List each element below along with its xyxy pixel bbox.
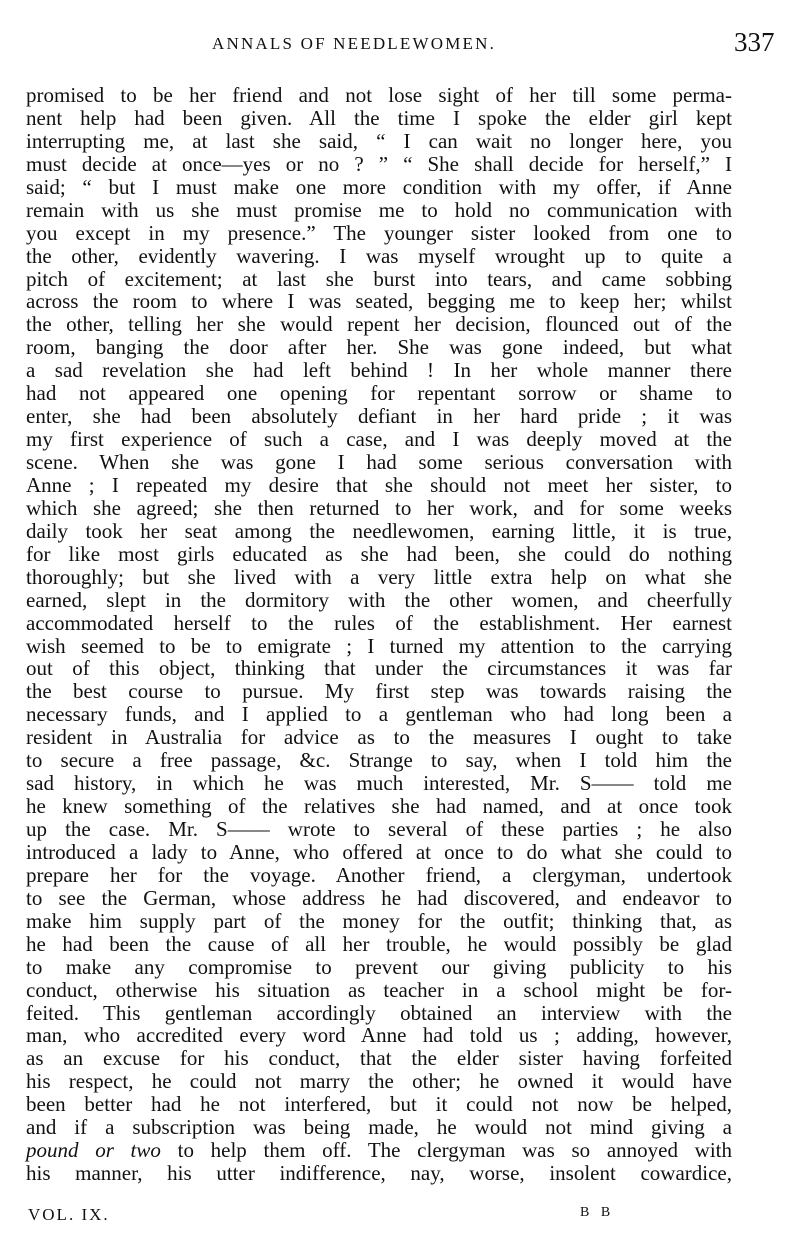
text-line: scene. When she was gone I had some serious conversation with: [26, 450, 732, 474]
text-line: to make any compromise to prevent our giving publicity to his: [26, 954, 732, 979]
text-line: which she agreed; she then returned to her work, and for some weeks: [26, 495, 732, 520]
text-line: pitch of excitement; at last she burst into tears, and came sobbing: [26, 266, 732, 291]
text-line: promised to be her friend and not lose sight of her till some perma-: [26, 83, 732, 107]
text-line: sad history, in which he was much interested, Mr. S—— told me: [26, 771, 732, 796]
text-line: interrupting me, at last she said, “ I can wait no longer here, you: [26, 128, 732, 153]
running-head: [0, 27, 801, 74]
text-line: thoroughly; but she lived with a very little extra help on what she: [26, 564, 732, 589]
text-line: my first experience of such a case, and I was deeply moved at the: [26, 427, 732, 452]
page-number: 337: [734, 27, 775, 57]
text-line: for like most girls educated as she had been, she could do nothing: [26, 541, 732, 566]
text-line: the other, evidently wavering. I was myself wrought up to quite a: [26, 243, 732, 268]
text-line: he knew something of the relatives she had named, and at once took: [26, 794, 732, 819]
text-line: wish seemed to be to emigrate ; I turned my attention to the carrying: [26, 633, 732, 658]
text-line: been better had he not interfered, but it could not now be helped,: [26, 1092, 732, 1117]
text-line: said; “ but I must make one more condition with my offer, if Anne: [26, 174, 732, 199]
text-line: [26, 1139, 732, 1162]
text-line: resident in Australia for advice as to the measures I ought to take: [26, 725, 732, 750]
text-line: nent help had been given. All the time I spoke the elder girl kept: [26, 105, 732, 130]
text-line: feited. This gentleman accordingly obtained an interview with the: [26, 1000, 732, 1025]
text-line: daily took her seat among the needlewomen, earning little, it is true,: [26, 518, 732, 543]
text-line: earned, slept in the dormitory with the other women, and cheerfully: [26, 587, 732, 612]
text-line: as an excuse for his conduct, that the elder sister having forfeited: [26, 1046, 732, 1071]
text-line: the best course to pursue. My first step was towards raising the: [26, 679, 732, 704]
text-line: out of this object, thinking that under the circumstances it was far: [26, 656, 732, 681]
text-line: remain with us she must promise me to hold no communication with: [26, 197, 732, 222]
text-line: necessary funds, and I applied to a gentleman who had long been a: [26, 702, 732, 727]
text-line: had not appeared one opening for repentant sorrow or shame to: [26, 381, 732, 406]
running-title: ANNALS OF NEEDLEWOMEN.: [212, 34, 497, 53]
text-line: his manner, his utter indifference, nay, worse, insolent cowardice,: [26, 1161, 732, 1186]
text-line: accommodated herself to the rules of the establishment. Her earnest: [26, 610, 732, 635]
text-line: to secure a free passage, &c. Strange to say, when I told him the: [26, 748, 732, 773]
text-line: he had been the cause of all her trouble, he would possibly be glad: [26, 931, 732, 956]
text-line: a sad revelation she had left behind ! In her whole manner there: [26, 358, 732, 383]
volume-label: VOL. IX.: [28, 1205, 110, 1224]
italic-phrase: pound or two: [26, 1138, 161, 1163]
text-line: and if a subscription was being made, he would not mind giving a: [26, 1115, 732, 1140]
text-line: conduct, otherwise his situation as teacher in a school might be for-: [26, 977, 732, 1002]
text-line: introduced a lady to Anne, who offered at once to do what she could to: [26, 839, 732, 864]
printer-signature-mark: B B: [580, 1205, 615, 1220]
text-line: his respect, he could not marry the other; he owned it would have: [26, 1069, 732, 1094]
text-line: prepare her for the voyage. Another friend, a clergyman, undertook: [26, 862, 732, 887]
text-line: across the room to where I was seated, begging me to keep her; whilst: [26, 289, 732, 314]
text-line: Anne ; I repeated my desire that she should not meet her sister, to: [26, 472, 732, 497]
text-line: to see the German, whose address he had discovered, and endeavor to: [26, 885, 732, 910]
text-line: you except in my presence.” The younger sister looked from one to: [26, 220, 732, 245]
text-line-remainder: to help them off. The clergyman was so annoyed with: [177, 1138, 733, 1163]
text-line: room, banging the door after her. She was gone indeed, but what: [26, 335, 732, 360]
text-line: the other, telling her she would repent her decision, flounced out of the: [26, 312, 732, 337]
text-line: make him supply part of the money for the outfit; thinking that, as: [26, 908, 732, 933]
text-line: man, who accredited every word Anne had told us ; adding, however,: [26, 1023, 732, 1048]
text-line: enter, she had been absolutely defiant in her hard pride ; it was: [26, 404, 732, 429]
page-footer: [0, 1205, 801, 1235]
body-text: [26, 84, 732, 1185]
text-line: must decide at once—yes or no ? ” “ She shall decide for herself,” I: [26, 151, 732, 176]
text-line: up the case. Mr. S—— wrote to several of these parties ; he also: [26, 817, 732, 841]
